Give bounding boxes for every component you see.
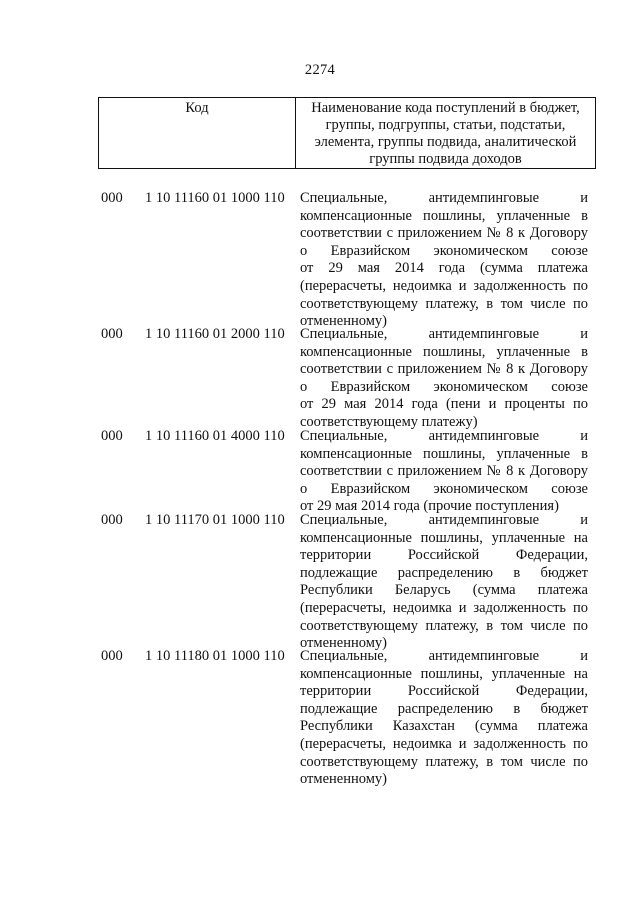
revenue-code: 1 10 11160 01 1000 110	[145, 190, 285, 206]
admin-code: 000	[101, 648, 123, 664]
description-line: отмененному)	[300, 635, 387, 652]
revenue-code: 1 10 11170 01 1000 110	[145, 512, 285, 528]
description-line: о Евразийском экономическом союзе	[300, 378, 588, 395]
revenue-description	[300, 190, 588, 331]
revenue-description	[300, 648, 588, 789]
description-line: от 29 мая 2014 года (прочие поступления)	[300, 498, 559, 515]
description-line: соответствии с приложением № 8 к Договору	[300, 225, 588, 242]
admin-code: 000	[101, 512, 123, 528]
description-line: о Евразийском экономическом союзе	[300, 242, 588, 259]
page-number: 2274	[304, 62, 336, 78]
description-line: (перерасчеты, недоимка и задолженность по	[300, 735, 588, 752]
admin-code: 000	[101, 428, 123, 444]
header-code-cell: Код	[99, 98, 296, 169]
description-line: подлежащие распределению в бюджет	[300, 700, 588, 717]
description-line: соответствующему платежу, в том числе по	[300, 617, 588, 634]
description-line: компенсационные пошлины, уплаченные в	[300, 343, 588, 360]
revenue-code: 1 10 11160 01 2000 110	[145, 326, 285, 342]
description-line: соответствующему платежу)	[300, 413, 478, 430]
table-header	[98, 97, 596, 169]
admin-code: 000	[101, 326, 123, 342]
description-line: Специальные, антидемпинговые и	[300, 648, 588, 664]
description-line: (перерасчеты, недоимка и задолженность по	[300, 277, 588, 294]
description-line: от 29 мая 2014 года (пени и проценты по	[300, 396, 588, 413]
description-line: территории Российской Федерации,	[300, 547, 588, 564]
description-line: отмененному)	[300, 313, 387, 330]
description-line: от 29 мая 2014 года (сумма платежа	[300, 260, 588, 277]
header-name-cell: Наименование кода поступлений в бюджет, группы, подгруппы, статьи, подстатьи, элемента, группы подвида, аналитической группы подвида доходов	[296, 98, 596, 169]
revenue-description	[300, 326, 588, 432]
description-line: Специальные, антидемпинговые и	[300, 428, 588, 444]
description-line: Республики Казахстан (сумма платежа	[300, 718, 588, 735]
description-line: отмененному)	[300, 771, 387, 788]
description-line: компенсационные пошлины, уплаченные в	[300, 445, 588, 462]
description-line: Специальные, антидемпинговые и	[300, 326, 588, 342]
description-line: (перерасчеты, недоимка и задолженность по	[300, 599, 588, 616]
revenue-description	[300, 428, 588, 516]
description-line: о Евразийском экономическом союзе	[300, 480, 588, 497]
description-line: соответствии с приложением № 8 к Договору	[300, 361, 588, 378]
description-line: компенсационные пошлины, уплаченные в	[300, 207, 588, 224]
description-line: соответствующему платежу, в том числе по	[300, 753, 588, 770]
description-line: соответствии с приложением № 8 к Договору	[300, 463, 588, 480]
description-line: компенсационные пошлины, уплаченные на	[300, 529, 588, 546]
description-line: территории Российской Федерации,	[300, 683, 588, 700]
description-line: Республики Беларусь (сумма платежа	[300, 582, 588, 599]
revenue-code: 1 10 11160 01 4000 110	[145, 428, 285, 444]
description-line: компенсационные пошлины, уплаченные на	[300, 665, 588, 682]
description-line: подлежащие распределению в бюджет	[300, 564, 588, 581]
description-line: Специальные, антидемпинговые и	[300, 190, 588, 206]
admin-code: 000	[101, 190, 123, 206]
revenue-code: 1 10 11180 01 1000 110	[145, 648, 285, 664]
revenue-description	[300, 512, 588, 653]
description-line: Специальные, антидемпинговые и	[300, 512, 588, 528]
description-line: соответствующему платежу, в том числе по	[300, 295, 588, 312]
